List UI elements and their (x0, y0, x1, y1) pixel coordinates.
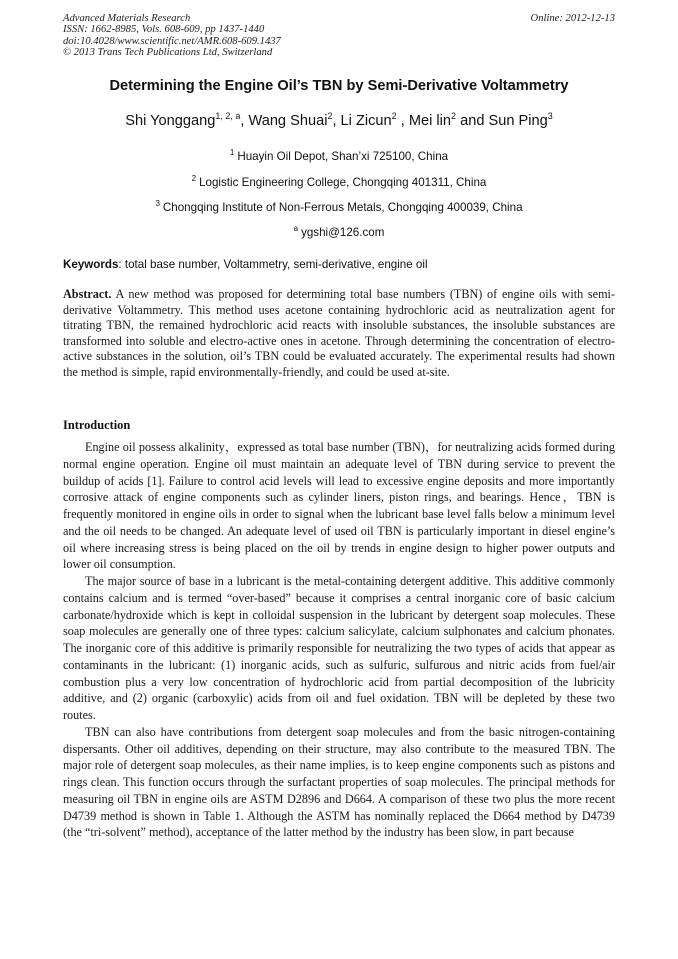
affiliation-text: Logistic Engineering College, Chongqing 401311, China (199, 176, 487, 189)
author-list (0, 113, 678, 129)
affiliation-3 (0, 201, 678, 214)
body-paragraph: The major source of base in a lubricant is the metal-containing detergent additive. This additive commonly contains calcium and is termed “over-based” because it comprises a central inorganic core of basic calcium carbonate/hydroxide which is kept in colloidal suspension in the lubricant by detergent soap molecules. These soap molecules are generally one of three types: calcium salicylate, calcium sulphonates and calcium phonates. The inorganic core of this additive is primarily responsible for neutralizing the two types of acids that appear as contaminants in the lubricant: (1) inorganic acids, such as sulfuric, sulfurous and nitric acids from fuel/air combustion plus a very low concentration of hydrochloric acid from partial decomposition of the lubricity additive, and (2) organic (carboxylic) acids from oil and fuel oxidation. TBN will be depleted by these two routes. (63, 574, 615, 722)
author-affiliation-sup: 2 (391, 111, 397, 121)
email-line (0, 226, 678, 239)
author-affiliation-sup: 1, 2, a (215, 111, 241, 121)
affiliation-marker: 2 (191, 174, 197, 183)
affiliation-text: Chongqing Institute of Non-Ferrous Metals, Chongqing 400039, China (162, 201, 523, 214)
keywords-line (63, 258, 428, 271)
issn-line: ISSN: 1662-8985, Vols. 608-609, pp 1437-1440 (63, 24, 265, 36)
author-name: Shi Yonggang (125, 113, 216, 129)
journal-header (63, 13, 615, 59)
affiliation-marker: 1 (229, 148, 235, 157)
affiliation-marker: 3 (155, 199, 160, 208)
introduction-body (63, 439, 615, 841)
abstract-text: A new method was proposed for determining total base numbers (TBN) of engine oils with semi-derivative Voltammetry. This method uses acetone containing hydrochloric acid as neutralization agent for titrating TBN, the remained hydrochloric acid reacts with insoluble substances, the insoluble substances are transformed into soluble and electro-active ones in acetone. Through determining the concentration of electro-active substances in the solution, oil’s TBN could be evaluated accurately. The experimental results had shown the method is simple, rapid environmentally-friendly, and could be used at-site. (63, 287, 615, 379)
section-heading-introduction: Introduction (63, 418, 131, 432)
author-email: ygshi@126.com (301, 226, 385, 239)
affiliation-text: Huayin Oil Depot, Shan’xi 725100, China (237, 150, 449, 163)
author-name: , Mei lin (396, 113, 452, 129)
author-affiliation-sup: 2 (327, 111, 333, 121)
journal-name: Advanced Materials Research (63, 13, 191, 24)
body-paragraph: TBN can also have contributions from detergent soap molecules and from the basic nitrogen-containing dispersants. Other oil additives, depending on their structure, may also contribute to the measured TBN. The major role of detergent soap molecules, as their name implies, is to keep engine components such as pistons and rings clean. This function occurs through the surfactant properties of soap molecules. The principal methods for measuring oil TBN in engine oils are ASTM D2896 and D664. A comparison of these two plus the more recent D4739 method is shown in Table 1. Although the ASTM has nominally replaced the D664 method by D4739 (the “tri-solvent” method), acceptance of the latter method by the industry has been slow, in part because (63, 724, 615, 840)
author-name: and Sun Ping (456, 113, 548, 129)
paper-title: Determining the Engine Oil’s TBN by Semi-Derivative Voltammetry (109, 78, 569, 94)
affiliation-2 (0, 176, 678, 189)
author-name: , Wang Shuai (240, 113, 328, 129)
author-affiliation-sup: 3 (547, 111, 553, 121)
body-paragraph: Engine oil possess alkalinity，expressed as total base number (TBN)，for neutralizing acids formed during normal engine operation. Engine oil must maintain an adequate level of TBN during service to prevent the buildup of acids [1]. Failure to control acid levels will lead to excessive engine deposits and more importantly corrosive attack of engine components such as cylinder liners, piston rings, and bearings. Hence，TBN is frequently monitored in engine oils in order to signal when the lubricant base level falls below a minimum level and the oil needs to be changed. An adequate level of used oil TBN is particularly important in diesel engine’s oil where increasing stress is being placed on the oil by trends in engine design to higher power outputs and lower oil consumption. (63, 440, 615, 572)
author-name: , Li Zicun (332, 113, 392, 129)
copyright-line: © 2013 Trans Tech Publications Ltd, Switzerland (63, 47, 273, 59)
affiliation-marker: a (293, 224, 299, 233)
author-affiliation-sup: 2 (451, 111, 457, 121)
affiliation-1 (0, 150, 678, 163)
online-date: Online: 2012-12-13 (530, 13, 615, 24)
keywords-label: Keywords (63, 258, 119, 271)
keywords-text: : total base number, Voltammetry, semi-derivative, engine oil (118, 258, 428, 271)
doi-line: doi:10.4028/www.scientific.net/AMR.608-609.1437 (63, 35, 281, 47)
abstract-paragraph (63, 287, 615, 381)
abstract-label: Abstract. (63, 287, 112, 301)
